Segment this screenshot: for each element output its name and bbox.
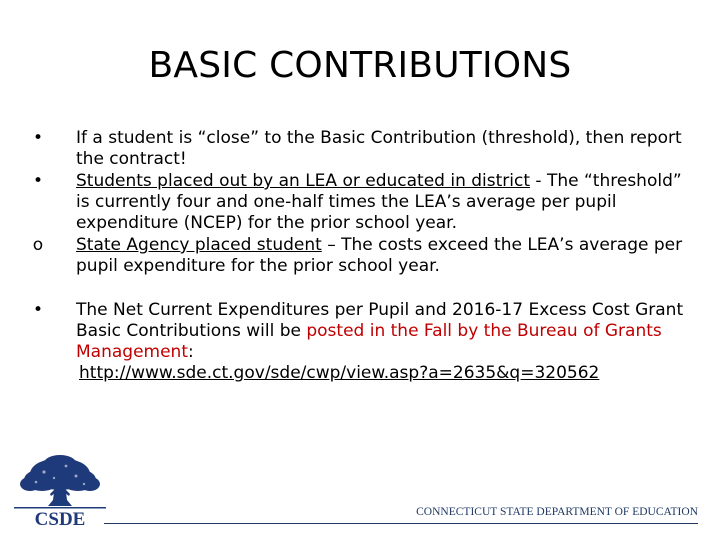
bullet-list <box>28 128 698 384</box>
bullet-text: The Net Current Expenditures per Pupil and 2016-17 Excess Cost Grant Basic Contributions will be <box>76 300 684 341</box>
highlighted-text: posted in the Fall by the Bureau of Grants Management <box>76 321 662 362</box>
bullet-item-close-threshold <box>28 128 698 170</box>
logo-text: CSDE <box>34 509 86 528</box>
bullet-marker-icon: • <box>32 171 44 191</box>
footer-department-name: CONNECTICUT STATE DEPARTMENT OF EDUCATION <box>416 506 698 518</box>
bullet-item-lea-placed <box>28 171 698 234</box>
bullet-text-colon: : <box>188 342 194 362</box>
bullet-underlined-text: State Agency placed student <box>76 235 322 255</box>
csde-logo-icon <box>14 454 106 528</box>
bullet-text: - The “threshold” is currently four and one-half times the LEA’s average per pupil expenditure (NCEP) for the prior school year. <box>76 171 682 233</box>
slide-title: BASIC CONTRIBUTIONS <box>148 45 572 86</box>
bullet-item-state-agency <box>28 235 698 277</box>
bullet-text: – The costs exceed the LEA’s average per pupil expenditure for the prior school year. <box>76 235 683 276</box>
sub-bullet-marker-icon: o <box>32 235 44 255</box>
bullet-item-ncep-posting <box>28 300 698 384</box>
grants-management-link[interactable]: http://www.sde.ct.gov/sde/cwp/view.asp?a=2635&q=320562 <box>79 363 600 383</box>
bullet-marker-icon: • <box>32 128 44 148</box>
bullet-text: If a student is “close” to the Basic Contribution (threshold), then report the contract! <box>76 128 682 169</box>
bullet-marker-icon: • <box>32 300 44 320</box>
footer-divider <box>104 523 698 524</box>
bullet-underlined-text: Students placed out by an LEA or educated in district <box>76 171 531 191</box>
